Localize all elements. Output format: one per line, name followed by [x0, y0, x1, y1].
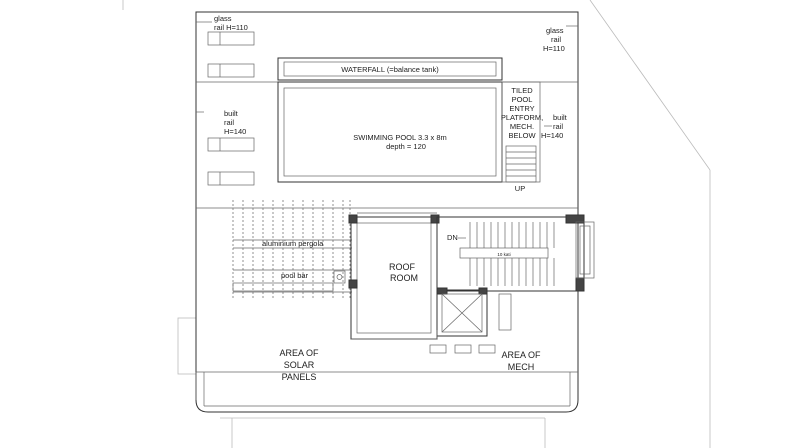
built-rail-right-line1: built: [553, 113, 567, 122]
pergola: [233, 200, 352, 300]
pool-steps: [506, 146, 536, 193]
roof-room: [349, 213, 439, 339]
mech-unit: [430, 345, 446, 353]
lower-walls: [351, 330, 437, 339]
glass-rail-left-line1: glass: [214, 14, 232, 23]
tiled-line5: MECH.: [509, 122, 535, 131]
solar-line1: AREA OF: [279, 348, 319, 358]
glass-rail-left-label: [196, 14, 248, 32]
sunbed: [208, 172, 254, 185]
mech-line1: AREA OF: [501, 350, 541, 360]
glass-rail-right-label: [543, 26, 578, 53]
mech-unit: [479, 345, 495, 353]
mech-area-label: [501, 350, 541, 372]
built-rail-right-line3: H=140: [541, 131, 564, 140]
elevator-shaft: [437, 288, 511, 336]
waterfall-label: WATERFALL (=balance tank): [341, 65, 439, 74]
pool-bar-label: pool bar: [281, 271, 309, 280]
tiled-line6: BELOW: [508, 131, 536, 140]
solar-line3: PANELS: [281, 372, 317, 382]
solar-area-label: [279, 348, 319, 382]
tiled-line4: PLATFORM,: [500, 113, 544, 122]
swimming-pool: [278, 82, 502, 182]
sunbed: [208, 138, 254, 151]
built-rail-left-line2: rail: [224, 118, 235, 127]
mech-unit: [455, 345, 471, 353]
mech-units: [430, 345, 495, 353]
glass-rail-right-line3: H=110: [543, 44, 565, 53]
stair-note: 10 kati: [497, 252, 511, 257]
solar-line2: SOLAR: [283, 360, 315, 370]
built-rail-right-label: [541, 113, 568, 140]
sunbed: [208, 64, 254, 77]
tiled-line2: POOL: [511, 95, 533, 104]
built-rail-left-line3: H=140: [224, 127, 247, 136]
roof-room-line1: ROOF: [389, 262, 415, 272]
tiled-line3: ENTRY: [509, 104, 535, 113]
tiled-line1: TILED: [511, 86, 533, 95]
stair-up-label: UP: [514, 184, 526, 193]
roof-room-line2: ROOM: [390, 273, 418, 283]
glass-rail-right-line1: glass: [546, 26, 564, 35]
tiled-platform: [501, 82, 543, 182]
glass-rail-left-line2: rail H=110: [214, 23, 248, 32]
glass-rail-right-line2: rail: [551, 35, 562, 44]
mech-line2: MECH: [507, 362, 535, 372]
waterfall: [278, 58, 502, 80]
stair-down-label: DN: [447, 233, 458, 242]
pergola-label: aluminium pergola: [262, 239, 324, 248]
built-rail-left-line1: built: [224, 109, 238, 118]
built-rail-right-line2: rail: [553, 122, 564, 131]
pool-label-line1: SWIMMING POOL 3.3 x 8m: [353, 133, 447, 142]
sunbed: [208, 32, 254, 45]
built-rail-left-label: [196, 109, 246, 136]
stair-core: [437, 215, 594, 291]
pool-label-line2: depth = 120: [386, 142, 426, 151]
